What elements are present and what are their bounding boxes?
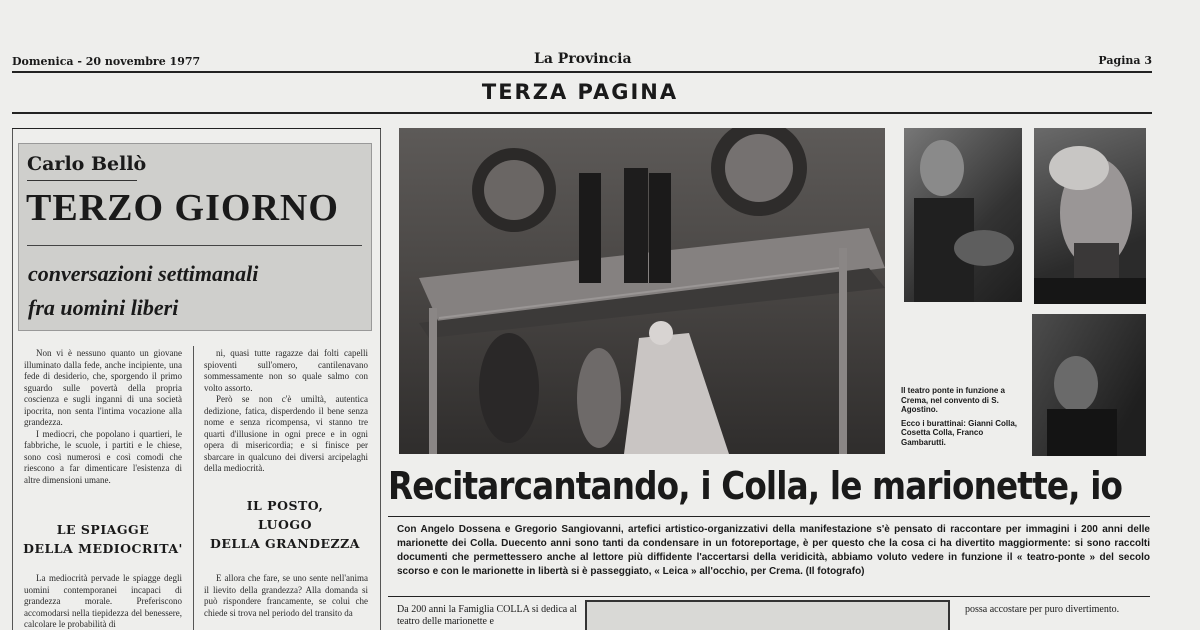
subtitle-line-1: conversazioni settimanali (28, 261, 259, 286)
paragraph: I mediocri, che popolano i quartieri, le fabbriche, le scuole, i partiti e le chiese, sono così numerosi e così comodi che riescono a far dimenticare l'esistenza di altre dimensioni umane. (24, 428, 182, 485)
paragraph: La mediocrità pervade le spiagge degli uomini contemporanei incapaci di grandezza morale. Preferiscono accomodarsi nella tiepidezza del benessere, calcolare le probabilità di (24, 573, 182, 629)
photo-burattinaio-1 (904, 128, 1022, 302)
article-column-1 (24, 348, 182, 486)
column-divider (193, 346, 194, 630)
headline-rule (388, 516, 1150, 517)
article-column-2-continued (204, 573, 368, 619)
paragraph: ni, quasi tutte ragazze dai folti capelli spioventi sull'omero, cantilenavano sommessamente non so quale salmo con volto assorto. (204, 348, 368, 393)
main-photo-teatro-ponte (399, 128, 885, 454)
left-border (12, 128, 13, 630)
left-box-right-border (380, 128, 381, 630)
newspaper-name: La Provincia (534, 51, 632, 67)
article-column-2 (204, 348, 368, 475)
section-title: TERZA PAGINA (481, 80, 679, 104)
paragraph: Però se non c'è umiltà, autentica dedizione, fatica, disperdendo il bene senza nome e senza ricompensa, vi stanno tre quarti d'illusione in ogni prece e in ogni opera di misericordia; e si finisce per sbarcare in qualcuno dei diversi arcipelaghi della mediocrità. (204, 394, 368, 473)
title-rule (27, 245, 362, 246)
subheading-line: DELLA MEDIOCRITA' (23, 541, 183, 556)
photo-illustration (1034, 128, 1146, 304)
caption-line: Ecco i burattinai: Gianni Colla, Cosetta Colla, Franco Gambarutti. (901, 418, 1018, 447)
author-rule (27, 180, 137, 181)
subheading-posto (200, 496, 370, 553)
paragraph: E allora che fare, se uno sente nell'anima il lievito della grandezza? Alla domanda si può rispondere francamente, se colui che chiede si trova nel periodo del transito da (204, 573, 368, 618)
bottom-photo-frame (585, 600, 950, 630)
subtitle-line-2: fra uomini liberi (28, 295, 179, 320)
photo-burattinaio-2 (1032, 314, 1146, 456)
article-intro: Con Angelo Dossena e Gregorio Sangiovanni, artefici artistico-organizzativi della manifestazione s'è pensato di raccontare per immagini i 200 anni delle marionette dei Colla. Duecento anni sono tanti da condensare in un fotoreportage, è per questo che la cosa ci ha divertito maggiormente: si sono raccolti documenti che permettessero anche al lettore più diffidente l'accertarsi della veridicità, abbiamo voluto vedere in funzione il « teatro-ponte » del secolo scorso e con le marionette in libertà si è passeggiato, « Leica » all'occhio, per Crema. (Il fotografo) (397, 524, 1150, 577)
paragraph: Non vi è nessuno quanto un giovane illuminato dalla fede, anche incipiente, una fede di desiderio, che, sporgendo il primo sguardo sulle povertà della propria coscienza e sugli inganni di una società ipocrita, non senta l'intima vocazione alla grandezza. (24, 348, 182, 427)
feature-subtitle (28, 257, 368, 325)
issue-date: Domenica - 20 novembre 1977 (12, 55, 201, 68)
article-body-column-3: possa accostare per puro divertimento. (965, 604, 1120, 615)
photo-illustration (399, 128, 885, 454)
photo-caption (901, 386, 1026, 451)
subheading-line: LE SPIAGGE (56, 522, 150, 537)
author-name: Carlo Bellò (27, 153, 147, 175)
article-column-1-continued (24, 573, 182, 630)
feature-title: TERZO GIORNO (26, 187, 339, 229)
page-number: Pagina 3 (1098, 54, 1152, 67)
section-rule (12, 112, 1152, 114)
intro-rule (388, 596, 1150, 597)
article-headline: Recitarcantando, i Colla, le marionette, io (388, 464, 1123, 508)
photo-illustration (904, 128, 1022, 302)
subheading-spiagge (20, 520, 186, 558)
subheading-line: LUOGO (258, 517, 312, 532)
photo-marionetta-volto (1034, 128, 1146, 304)
left-box-top-rule (12, 128, 381, 129)
subheading-line: DELLA GRANDEZZA (210, 536, 360, 551)
header-rule (12, 71, 1152, 73)
article-body-column-1: Da 200 anni la Famiglia COLLA si dedica al teatro delle marionette e (397, 604, 577, 627)
subheading-line: IL POSTO, (246, 498, 324, 513)
photo-illustration (1032, 314, 1146, 456)
caption-line: Il teatro ponte in funzione a Crema, nel convento di S. Agostino. (901, 386, 1005, 414)
